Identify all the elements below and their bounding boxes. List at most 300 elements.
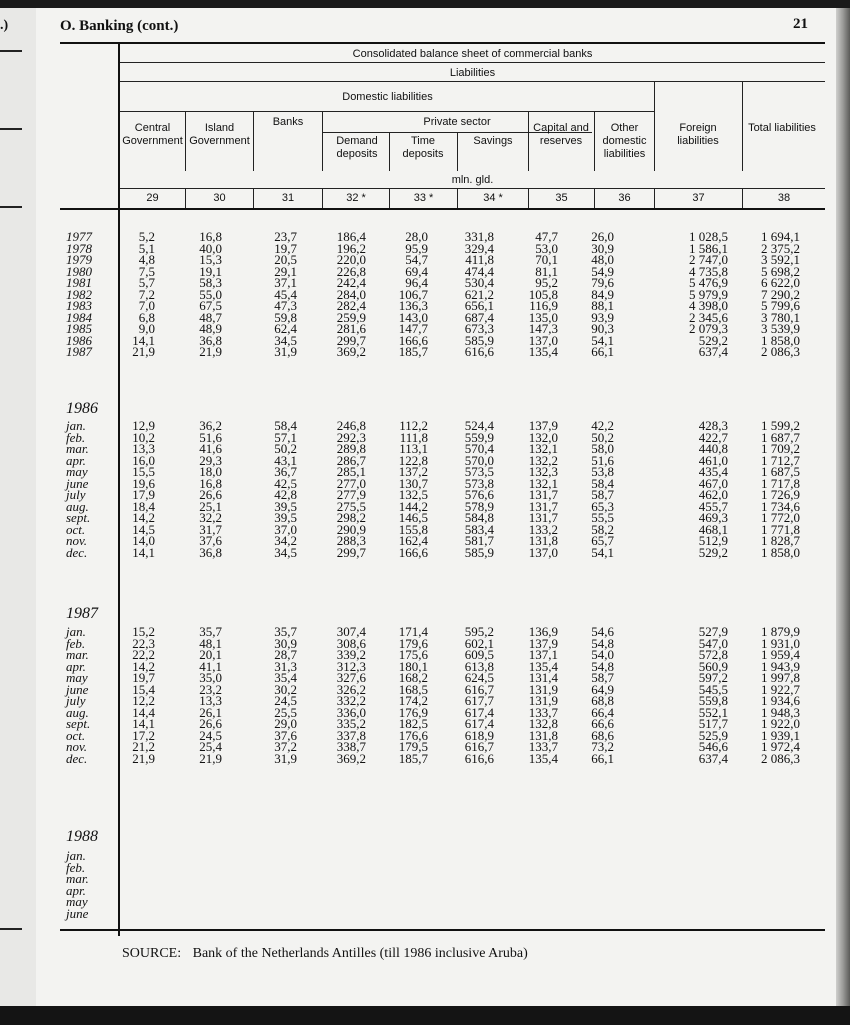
table-cell: 143,0 — [398, 309, 428, 325]
table-cell: 560,9 — [698, 658, 728, 674]
table-cell: 573,8 — [464, 475, 494, 491]
table-cell: 31,7 — [199, 521, 222, 537]
table-cell: 1 931,0 — [761, 635, 800, 651]
table-cell: 131,7 — [528, 510, 558, 525]
table-cell: 34,5 — [274, 544, 297, 560]
table-cell: 15,3 — [199, 252, 222, 267]
row-label: apr. — [66, 658, 86, 674]
data-column — [152, 626, 222, 764]
table-cell: 546,6 — [698, 739, 728, 754]
table-cell: 656,1 — [464, 298, 494, 313]
page-number: 21 — [793, 16, 808, 32]
table-cell: 50,2 — [591, 429, 614, 445]
table-cell: 2 086,3 — [761, 344, 800, 359]
row-label: nov. — [66, 533, 88, 548]
table-cell: 435,4 — [698, 464, 728, 479]
table-cell: 13,3 — [199, 693, 222, 708]
table-cell: 2 375,2 — [761, 240, 800, 256]
data-column — [85, 420, 155, 558]
data-column — [544, 626, 614, 764]
table-cell: 73,2 — [591, 739, 614, 754]
table-cell: 111,8 — [399, 429, 428, 445]
table-cell: 583,4 — [464, 521, 494, 537]
table-cell: 20,5 — [274, 252, 297, 267]
table-cell: 53,8 — [591, 464, 614, 479]
table-cell: 40,0 — [199, 240, 222, 256]
row-label: sept. — [66, 716, 91, 731]
table-cell: 474,4 — [464, 263, 494, 279]
table-cell: 14,1 — [132, 544, 155, 560]
table-cell: 180,1 — [398, 658, 428, 674]
table-cell: 31,9 — [274, 344, 297, 359]
table-cell: 35,0 — [199, 670, 222, 685]
table-cell: 637,4 — [698, 750, 728, 766]
table-cell: 14,1 — [132, 332, 155, 348]
table-cell: 595,2 — [464, 624, 494, 639]
data-column — [296, 231, 366, 358]
table-cell: 35,4 — [274, 670, 297, 685]
table-cell: 576,6 — [464, 487, 494, 502]
section-title: O. Banking (cont.) — [60, 18, 179, 34]
table-cell: 282,4 — [336, 298, 366, 313]
table-cell: 16,8 — [199, 475, 222, 491]
table-cell: 37,6 — [199, 533, 222, 548]
table-cell: 21,9 — [199, 750, 222, 766]
data-column — [358, 231, 428, 358]
table-cell: 1 717,8 — [761, 475, 800, 491]
data-column — [152, 231, 222, 358]
table-cell: 179,6 — [398, 635, 428, 651]
table-cell: 132,3 — [528, 464, 558, 479]
table-cell: 122,8 — [398, 452, 428, 468]
row-label: nov. — [66, 739, 88, 754]
table-cell: 7,2 — [138, 286, 155, 302]
table-cell: 51,6 — [199, 429, 222, 445]
document-page — [36, 8, 836, 1006]
row-label: 1977 — [66, 229, 92, 244]
row-label: may — [66, 894, 88, 909]
row-label: june — [66, 681, 89, 697]
table-cell: 168,5 — [398, 681, 428, 697]
row-label: feb. — [66, 635, 86, 651]
table-cell: 5,7 — [138, 275, 155, 290]
table-cell: 69,4 — [405, 263, 428, 279]
table-cell: 54,8 — [591, 635, 614, 651]
table-cell: 673,3 — [464, 321, 494, 336]
table-cell: 524,4 — [464, 418, 494, 433]
source-text: Bank of the Netherlands Antilles (till 1986 inclusive Aruba) — [192, 946, 528, 961]
table-cell: 54,8 — [591, 658, 614, 674]
table-cell: 5 799,6 — [761, 298, 800, 313]
data-column — [658, 420, 728, 558]
table-cell: 166,6 — [398, 332, 428, 348]
table-cell: 585,9 — [464, 332, 494, 348]
table-cell: 469,3 — [698, 510, 728, 525]
table-cell: 28,0 — [405, 229, 428, 244]
row-label: feb. — [66, 859, 86, 875]
table-cell: 687,4 — [464, 309, 494, 325]
table-cell: 29,3 — [199, 452, 222, 468]
table-cell: 289,8 — [336, 441, 366, 456]
table-cell: 14,1 — [132, 716, 155, 731]
table-cell: 37,6 — [274, 727, 297, 743]
table-cell: 15,5 — [132, 464, 155, 479]
col-header-banks: Banks — [272, 116, 304, 128]
table-cell: 135,4 — [528, 344, 558, 359]
table-cell: 58,3 — [199, 275, 222, 290]
table-cell: 1 922,7 — [761, 681, 800, 697]
table-cell: 30,9 — [274, 635, 297, 651]
data-column — [358, 626, 428, 764]
table-cell: 331,8 — [464, 229, 494, 244]
previous-page-fragment: .) — [0, 18, 9, 33]
table-cell: 616,6 — [464, 344, 494, 359]
table-cell: 54,9 — [591, 263, 614, 279]
table-cell: 220,0 — [336, 252, 366, 267]
table-cell: 133,2 — [528, 521, 558, 537]
table-cell: 81,1 — [535, 263, 558, 279]
table-cell: 58,7 — [591, 487, 614, 502]
table-cell: 7,0 — [138, 298, 155, 313]
table-cell: 4 735,8 — [689, 263, 728, 279]
table-cell: 23,2 — [199, 681, 222, 697]
table-cell: 529,2 — [698, 332, 728, 348]
table-cell: 22,3 — [132, 635, 155, 651]
scan-border — [0, 1006, 850, 1025]
table-cell: 196,2 — [336, 240, 366, 256]
row-label: jan. — [66, 624, 86, 639]
table-cell: 54,1 — [591, 332, 614, 348]
table-cell: 54,7 — [405, 252, 428, 267]
table-cell: 51,6 — [591, 452, 614, 468]
table-cell: 547,0 — [698, 635, 728, 651]
table-cell: 42,2 — [591, 418, 614, 433]
year-group-label: 1988 — [66, 828, 98, 845]
table-cell: 1 687,7 — [761, 429, 800, 445]
table-cell: 329,4 — [464, 240, 494, 256]
table-cell: 105,8 — [528, 286, 558, 302]
table-cell: 50,2 — [274, 441, 297, 456]
table-cell: 292,3 — [336, 429, 366, 445]
private-sector-header: Private sector — [423, 116, 491, 128]
col-header-capital-reserves: Capital and reserves — [533, 122, 589, 147]
year-group-label: 1987 — [66, 605, 98, 622]
table-cell: 19,7 — [132, 670, 155, 685]
table-cell: 10,2 — [132, 429, 155, 445]
data-column — [358, 420, 428, 558]
data-column — [424, 231, 494, 358]
table-cell: 326,2 — [336, 681, 366, 697]
row-label: may — [66, 670, 88, 685]
table-cell: 578,9 — [464, 498, 494, 514]
table-cell: 88,1 — [591, 298, 614, 313]
table-cell: 5,2 — [138, 229, 155, 244]
table-cell: 461,0 — [698, 452, 728, 468]
col-header-time-deposits: Time deposits — [402, 135, 444, 160]
table-cell: 133,7 — [528, 704, 558, 720]
table-cell: 1 943,9 — [761, 658, 800, 674]
table-cell: 55,0 — [199, 286, 222, 302]
table-cell: 58,0 — [591, 441, 614, 456]
table-cell: 288,3 — [336, 533, 366, 548]
table-cell: 36,8 — [199, 544, 222, 560]
table-cell: 95,9 — [405, 240, 428, 256]
table-cell: 277,9 — [336, 487, 366, 502]
table-cell: 1 939,1 — [761, 727, 800, 743]
col-number: 36 — [618, 192, 631, 204]
table-cell: 312,3 — [336, 658, 366, 674]
table-cell: 5 979,9 — [689, 286, 728, 302]
table-cell: 132,8 — [528, 716, 558, 731]
table-cell: 1 879,9 — [761, 624, 800, 639]
table-cell: 58,2 — [591, 521, 614, 537]
table-cell: 336,0 — [336, 704, 366, 720]
table-cell: 559,8 — [698, 693, 728, 708]
table-cell: 93,9 — [591, 309, 614, 325]
table-cell: 570,4 — [464, 441, 494, 456]
table-cell: 307,4 — [336, 624, 366, 639]
table-cell: 21,9 — [132, 750, 155, 766]
bottom-rule — [60, 929, 825, 931]
table-cell: 332,2 — [336, 693, 366, 708]
table-cell: 176,6 — [398, 727, 428, 743]
row-label: july — [66, 487, 86, 502]
table-cell: 48,7 — [199, 309, 222, 325]
row-label: jan. — [66, 848, 86, 863]
table-cell: 54,0 — [591, 647, 614, 662]
table-cell: 68,6 — [591, 727, 614, 743]
table-cell: 281,6 — [336, 321, 366, 336]
table-cell: 132,0 — [528, 429, 558, 445]
col-header-savings: Savings — [473, 135, 513, 147]
table-cell: 585,9 — [464, 544, 494, 560]
table-cell: 64,9 — [591, 681, 614, 697]
table-cell: 144,2 — [398, 498, 428, 514]
table-cell: 155,8 — [398, 521, 428, 537]
table-cell: 308,6 — [336, 635, 366, 651]
table-cell: 617,7 — [464, 693, 494, 708]
data-column — [658, 231, 728, 358]
table-cell: 66,1 — [591, 344, 614, 359]
table-cell: 132,1 — [528, 441, 558, 456]
table-cell: 428,3 — [698, 418, 728, 433]
col-number: 31 — [281, 192, 295, 204]
table-cell: 1 959,4 — [761, 647, 800, 662]
data-column — [730, 231, 800, 358]
data-column — [424, 626, 494, 764]
table-cell: 290,9 — [336, 521, 366, 537]
table-cell: 58,7 — [591, 670, 614, 685]
data-column — [227, 420, 297, 558]
table-cell: 14,4 — [132, 704, 155, 720]
table-title: Consolidated balance sheet of commercial banks — [352, 48, 593, 60]
row-label: mar. — [66, 871, 89, 886]
table-cell: 5 476,9 — [689, 275, 728, 290]
table-cell: 70,1 — [535, 252, 558, 267]
row-label: 1978 — [66, 240, 92, 256]
table-cell: 54,6 — [591, 624, 614, 639]
col-number: 30 — [213, 192, 226, 204]
row-label: 1983 — [66, 298, 92, 313]
col-number: 37 — [692, 192, 705, 204]
table-cell: 96,4 — [405, 275, 428, 290]
data-column — [730, 626, 800, 764]
table-cell: 337,8 — [336, 727, 366, 743]
table-cell: 48,0 — [591, 252, 614, 267]
table-cell: 31,3 — [274, 658, 297, 674]
table-cell: 9,0 — [138, 321, 155, 336]
table-cell: 1 028,5 — [689, 229, 728, 244]
table-cell: 1 972,4 — [761, 739, 800, 754]
row-label: 1981 — [66, 275, 92, 290]
table-cell: 525,9 — [698, 727, 728, 743]
table-cell: 17,2 — [132, 727, 155, 743]
table-cell: 28,7 — [274, 647, 297, 662]
table-cell: 637,4 — [698, 344, 728, 359]
table-cell: 41,1 — [199, 658, 222, 674]
table-cell: 621,2 — [464, 286, 494, 302]
table-cell: 29,1 — [274, 263, 297, 279]
table-cell: 277,0 — [336, 475, 366, 491]
data-column — [658, 626, 728, 764]
table-cell: 299,7 — [336, 332, 366, 348]
table-cell: 39,5 — [274, 510, 297, 525]
table-cell: 131,8 — [528, 727, 558, 743]
row-label: june — [66, 475, 89, 491]
row-label: 1979 — [66, 252, 92, 267]
source-label: SOURCE: — [122, 946, 182, 961]
row-label: 1984 — [66, 309, 92, 325]
table-cell: 130,7 — [398, 475, 428, 491]
table-cell: 597,2 — [698, 670, 728, 685]
table-cell: 529,2 — [698, 544, 728, 560]
year-group-label: 1986 — [66, 400, 98, 417]
table-cell: 618,9 — [464, 727, 494, 743]
table-cell: 545,5 — [698, 681, 728, 697]
table-cell: 137,1 — [528, 647, 558, 662]
table-cell: 68,8 — [591, 693, 614, 708]
table-cell: 22,2 — [132, 647, 155, 662]
table-cell: 67,5 — [199, 298, 222, 313]
table-cell: 1 712,7 — [761, 452, 800, 468]
table-cell: 137,0 — [528, 544, 558, 560]
table-cell: 584,8 — [464, 510, 494, 525]
data-column — [227, 231, 297, 358]
table-cell: 570,0 — [464, 452, 494, 468]
table-cell: 135,0 — [528, 309, 558, 325]
table-cell: 616,7 — [464, 681, 494, 697]
table-cell: 132,1 — [528, 475, 558, 491]
data-column — [424, 420, 494, 558]
table-cell: 19,1 — [199, 263, 222, 279]
table-cell: 327,6 — [336, 670, 366, 685]
data-column — [227, 626, 297, 764]
row-label: mar. — [66, 647, 89, 662]
table-cell: 57,1 — [274, 429, 297, 445]
table-cell: 135,4 — [528, 750, 558, 766]
table-cell: 298,2 — [336, 510, 366, 525]
col-number: 38 — [777, 192, 791, 204]
row-label: sept. — [66, 510, 91, 525]
table-cell: 90,3 — [591, 321, 614, 336]
table-cell: 47,3 — [274, 298, 297, 313]
table-cell: 136,9 — [528, 624, 558, 639]
unit-label: mln. gld. — [451, 174, 494, 186]
table-cell: 45,4 — [274, 286, 297, 302]
table-cell: 36,7 — [274, 464, 297, 479]
table-cell: 48,9 — [199, 321, 222, 336]
col-header-central-government: Central Government — [122, 122, 183, 147]
table-cell: 37,2 — [274, 739, 297, 754]
row-label: oct. — [66, 727, 86, 743]
table-cell: 37,1 — [274, 275, 297, 290]
table-cell: 1 948,3 — [761, 704, 800, 720]
table-cell: 84,9 — [591, 286, 614, 302]
row-label: june — [66, 905, 89, 921]
table-cell: 133,7 — [528, 739, 558, 754]
table-cell: 616,7 — [464, 739, 494, 754]
table-cell: 339,2 — [336, 647, 366, 662]
table-cell: 4,8 — [138, 252, 155, 267]
table-cell: 572,8 — [698, 647, 728, 662]
table-cell: 137,9 — [528, 418, 558, 433]
table-cell: 35,7 — [274, 624, 297, 639]
table-cell: 55,5 — [591, 510, 614, 525]
table-cell: 137,0 — [528, 332, 558, 348]
row-label: apr. — [66, 452, 86, 468]
table-cell: 66,6 — [591, 716, 614, 731]
table-cell: 530,4 — [464, 275, 494, 290]
table-cell: 1 922,0 — [761, 716, 800, 731]
table-cell: 162,4 — [398, 533, 428, 548]
table-cell: 29,0 — [274, 716, 297, 731]
domestic-liabilities-header: Domestic liabilities — [342, 91, 433, 103]
col-header-foreign-liabilities: Foreign liabilities — [677, 122, 719, 147]
data-column — [730, 420, 800, 558]
table-cell: 26,1 — [199, 704, 222, 720]
col-number: 34 * — [483, 192, 503, 204]
col-number: 33 * — [413, 192, 434, 204]
top-rule — [60, 42, 825, 44]
table-cell: 175,6 — [398, 647, 428, 662]
row-label: 1982 — [66, 286, 92, 302]
table-cell: 34,2 — [274, 533, 297, 548]
table-cell: 137,2 — [398, 464, 428, 479]
table-cell: 58,4 — [274, 418, 297, 433]
col-header-island-government: Island Government — [189, 122, 250, 147]
table-cell: 1 586,1 — [689, 240, 728, 256]
table-cell: 30,2 — [274, 681, 297, 697]
row-label: dec. — [66, 544, 88, 560]
table-cell: 116,9 — [529, 298, 558, 313]
table-cell: 26,6 — [199, 487, 222, 502]
table-cell: 171,4 — [398, 624, 428, 639]
table-cell: 1 934,6 — [761, 693, 800, 708]
table-cell: 21,9 — [199, 344, 222, 359]
col-number: 32 * — [346, 192, 366, 204]
data-column — [85, 626, 155, 764]
row-label: feb. — [66, 429, 86, 445]
table-cell: 7 290,2 — [761, 286, 800, 302]
table-cell: 1 858,0 — [761, 544, 800, 560]
table-cell: 3 780,1 — [761, 309, 800, 325]
table-cell: 14,2 — [132, 510, 155, 525]
col-number: 35 — [555, 192, 568, 204]
book-spine-edge — [836, 8, 850, 1006]
row-label: apr. — [66, 882, 86, 898]
table-cell: 14,0 — [132, 533, 155, 548]
table-cell: 30,9 — [591, 240, 614, 256]
